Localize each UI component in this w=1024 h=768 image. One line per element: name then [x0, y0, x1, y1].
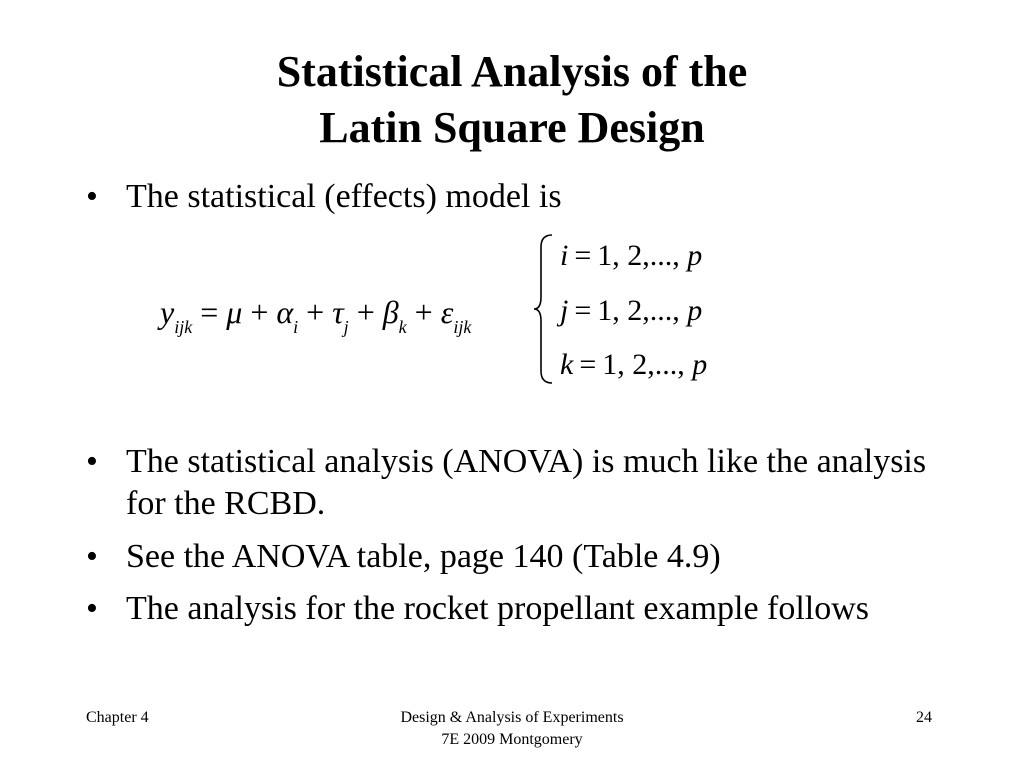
curly-brace-icon: [532, 233, 554, 385]
effects-model-equation: [160, 294, 472, 337]
eq-tau-subscript: j: [343, 317, 349, 337]
footer-book-title-line-1: Design & Analysis of Experiments: [400, 709, 624, 726]
eq-plus: +: [250, 294, 269, 330]
eq-epsilon: ε: [440, 294, 454, 330]
bullet-item-example: [86, 588, 966, 630]
index-equals: =: [579, 348, 597, 381]
eq-beta: β: [382, 294, 399, 330]
bullet-text: The statistical (effects) model is: [126, 178, 562, 215]
index-range-k: [560, 350, 707, 380]
slide-title: [0, 44, 1024, 156]
bullet-icon: •: [86, 590, 98, 627]
eq-lhs: y: [160, 294, 175, 330]
index-range: 1, 2,...,: [602, 348, 693, 381]
eq-mu: μ: [226, 294, 243, 330]
index-equals: =: [574, 294, 592, 327]
eq-alpha-subscript: i: [293, 317, 299, 337]
eq-epsilon-subscript: ijk: [453, 317, 472, 337]
index-range-j: [560, 296, 702, 326]
index-range: 1, 2,...,: [597, 294, 688, 327]
bullet-text: See the ANOVA table, page 140 (Table 4.9): [126, 538, 721, 575]
bullet-icon: •: [86, 178, 98, 215]
footer-page-number: 24: [916, 709, 932, 726]
index-range-i: [560, 241, 702, 271]
eq-beta-subscript: k: [398, 317, 407, 337]
index-end: p: [687, 294, 703, 327]
index-end: p: [692, 348, 708, 381]
footer-chapter: Chapter 4: [86, 709, 149, 726]
footer-book-title: [312, 707, 712, 751]
eq-plus: +: [414, 294, 433, 330]
slide-title-line-1: Statistical Analysis of the: [276, 47, 748, 96]
bullet-text: The analysis for the rocket propellant example follows: [126, 590, 870, 627]
index-range: 1, 2,...,: [597, 239, 688, 272]
bullet-icon: •: [86, 443, 98, 480]
index-var: i: [560, 239, 569, 272]
bullet-text: The statistical analysis (ANOVA) is much like the analysis for the RCBD.: [126, 443, 927, 522]
index-var: k: [560, 348, 574, 381]
index-equals: =: [574, 239, 592, 272]
eq-plus: +: [356, 294, 375, 330]
bullet-item-model: [86, 176, 966, 218]
footer-book-title-line-2: 7E 2009 Montgomery: [441, 731, 583, 748]
eq-lhs-subscript: ijk: [174, 317, 193, 337]
eq-plus: +: [306, 294, 325, 330]
bullet-item-anova: [86, 441, 966, 525]
eq-equals: =: [200, 294, 219, 330]
eq-alpha: α: [276, 294, 294, 330]
eq-tau: τ: [332, 294, 344, 330]
bullet-item-table: [86, 536, 966, 578]
index-end: p: [687, 239, 703, 272]
index-var: j: [560, 294, 569, 327]
slide-title-line-2: Latin Square Design: [319, 103, 705, 152]
bullet-icon: •: [86, 538, 98, 575]
